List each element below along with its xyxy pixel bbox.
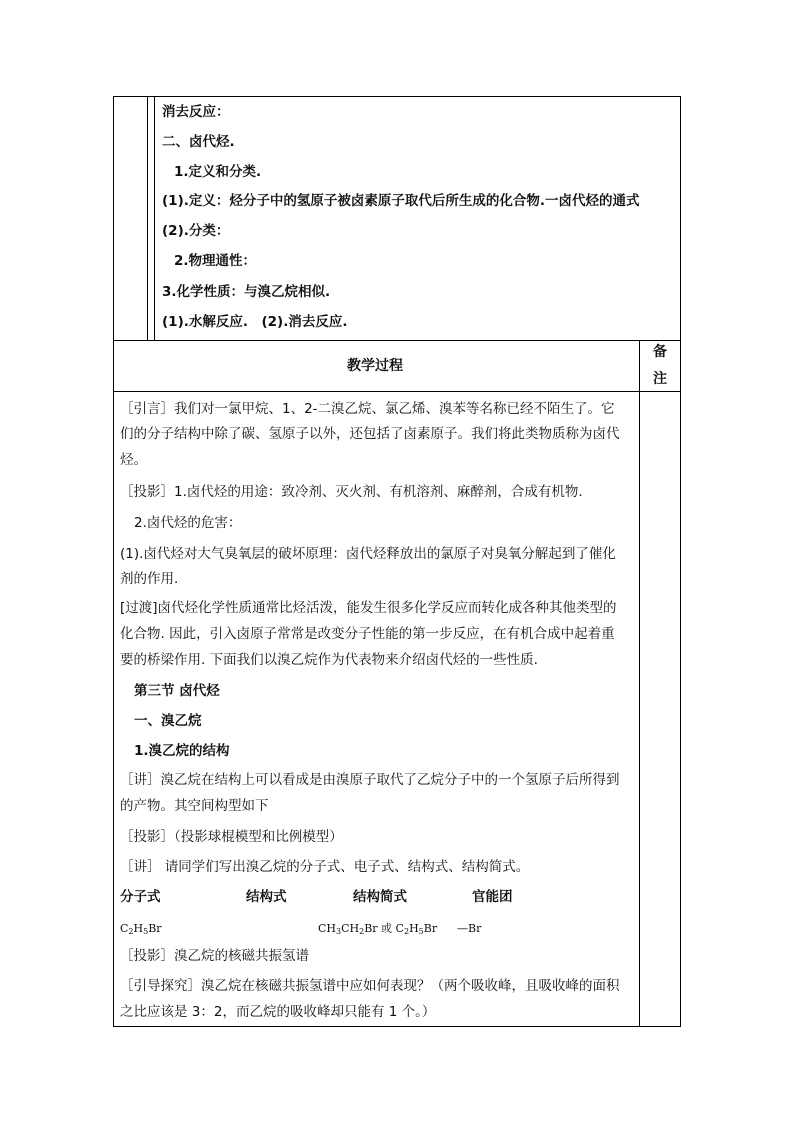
harm-heading: 2.卤代烃的危害： [134,515,242,531]
lecture-formulas: ［讲］ 请同学们写出溴乙烷的分子式、电子式、结构式、结构简式。 [120,859,530,875]
intro-line-3: 烃。 [120,452,147,468]
line-classification: (2).分类： [162,223,230,239]
left-margin-col-divider [147,96,148,340]
projection-nmr: ［投影］溴乙烷的核磁共振氢谱 [120,948,309,964]
line-elimination: 消去反应： [162,104,230,120]
remark-col-divider [639,340,640,1027]
line-definition-classification: 1.定义和分类. [174,164,262,180]
guided-inquiry-line-1: ［引导探究］溴乙烷在核磁共振氢谱中应如何表现？（两个吸收峰，且吸收峰的面积 [120,978,620,994]
transition-line-2: 化合物. 因此，引入卤原子常常是改变分子性能的第一步反应，在有机合成中起着重 [120,626,615,642]
intro-line-1: ［引言］我们对一氯甲烷、1、2-二溴乙烷、氯乙烯、溴苯等名称已经不陌生了。它 [120,401,615,417]
subsection-bromoethane: 一、溴乙烷 [134,713,202,729]
line-chemical-properties: 3.化学性质：与溴乙烷相似. [162,284,331,300]
formula-text: $C_2H_5Br$ [120,922,162,936]
header-teaching-process: 教学过程 [347,358,403,374]
subsection-structure: 1.溴乙烷的结构 [134,743,230,759]
lecture-line-1: ［讲］溴乙烷在结构上可以看成是由溴原子取代了乙烷分子中的一个氢原子后所得到 [120,772,620,788]
line-physical-properties: 2.物理通性： [174,253,257,269]
row-divider-header [113,391,681,392]
header-remark-1: 备 [653,344,667,360]
row-divider-top [113,340,681,341]
harm-line-2: 剂的作用. [120,571,179,587]
guided-inquiry-line-2: 之比应该是 3：2，而乙烷的吸收峰却只能有 1 个。） [120,1004,436,1020]
col-condensed-formula: 结构简式 [353,889,407,905]
heading-haloalkane: 二、卤代烃. [162,134,235,150]
value-molecular-formula [120,920,162,941]
intro-line-2: 们的分子结构中除了碳、氢原子以外，还包括了卤素原子。我们将此类物质称为卤代 [120,426,620,442]
left-margin-col-divider-2 [154,96,155,340]
value-condensed-formula [318,920,437,941]
header-remark-2: 注 [653,371,667,387]
projection-models: ［投影］（投影球棍模型和比例模型） [120,829,343,845]
value-functional-group: —Br [457,922,482,935]
col-molecular-formula: 分子式 [120,889,161,905]
condensed-text: $CH_3CH_2Br$ 或 $C_2H_5Br$ [318,922,438,936]
section-title: 第三节 卤代烃 [134,683,220,699]
transition-line-3: 要的桥梁作用. 下面我们以溴乙烷作为代表物来介绍卤代烃的一些性质. [120,652,538,668]
transition-line-1: [过渡]卤代烃化学性质通常比烃活泼，能发生很多化学反应而转化成各种其他类型的 [120,600,617,616]
projection-uses: ［投影］1.卤代烃的用途：致冷剂、灭火剂、有机溶剂、麻醉剂，合成有机物. [120,484,583,500]
col-structural-formula: 结构式 [246,889,287,905]
lecture-line-2: 的产物。其空间构型如下 [120,798,269,814]
harm-line-1: (1).卤代烃对大气臭氧层的破坏原理：卤代烃释放出的氯原子对臭氧分解起到了催化 [120,546,616,562]
line-reactions: (1).水解反应. (2).消去反应. [162,314,348,330]
col-functional-group: 官能团 [472,889,513,905]
line-definition: (1).定义：烃分子中的氢原子被卤素原子取代后所生成的化合物.一卤代烃的通式 [162,193,640,209]
